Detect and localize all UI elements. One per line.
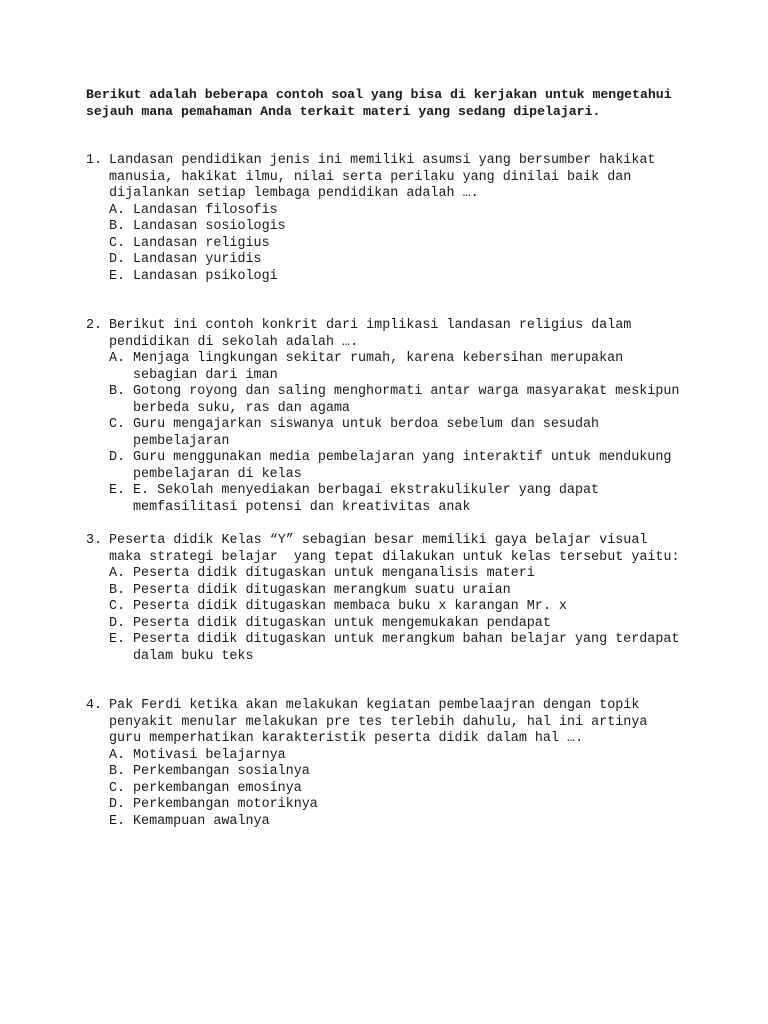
- question-number: 3.: [86, 533, 103, 548]
- option-letter: E.: [109, 632, 126, 647]
- option-text: E. Sekolah menyediakan berbagai ekstrakulikuler yang dapat memfasilitasi potensi dan kreativitas anak: [133, 483, 608, 515]
- question-3: [86, 533, 686, 665]
- option-b: [109, 219, 686, 236]
- option-c: [109, 236, 686, 253]
- option-letter: D.: [109, 615, 126, 631]
- option-letter: D.: [109, 450, 126, 465]
- option-text: Peserta didik ditugaskan untuk merangkum bahan belajar yang terdapat dalam buku teks: [133, 632, 688, 664]
- option-letter: C.: [109, 417, 126, 432]
- option-d: [109, 797, 686, 814]
- option-text: Peserta didik ditugaskan untuk menganalisis materi: [133, 566, 535, 581]
- option-text: Guru menggunakan media pembelajaran yang interaktif untuk mendukung pembelajaran di kelas: [133, 450, 680, 482]
- question-text: Peserta didik Kelas “Y” sebagian besar memiliki gaya belajar visual maka strategi belajar yang tepat dilakukan untuk kelas tersebut yaitu:: [109, 533, 680, 565]
- option-letter: A.: [109, 747, 126, 763]
- option-d: [109, 616, 686, 633]
- option-list: [86, 351, 686, 516]
- option-e: [109, 483, 686, 516]
- option-a: [109, 203, 686, 220]
- option-letter: E.: [109, 483, 126, 498]
- question-number: 2.: [86, 318, 103, 333]
- option-text: Peserta didik ditugaskan membaca buku x karangan Mr. x: [133, 599, 567, 614]
- option-text: Landasan yuridis: [133, 252, 262, 267]
- option-text: Perkembangan sosialnya: [133, 764, 310, 779]
- question-text: Berikut ini contoh konkrit dari implikasi landasan religius dalam pendidikan di sekolah adalah ….: [109, 318, 640, 350]
- option-letter: A.: [109, 566, 126, 581]
- option-letter: E.: [109, 268, 126, 284]
- option-letter: B.: [109, 764, 126, 779]
- intro-paragraph: Berikut adalah beberapa contoh soal yang bisa di kerjakan untuk mengetahui sejauh mana pemahaman Anda terkait materi yang sedang dipelajari.: [86, 87, 672, 119]
- option-letter: C.: [109, 780, 126, 796]
- option-text: Landasan filosofis: [133, 202, 278, 218]
- option-d: [109, 252, 686, 269]
- option-text: Landasan sosiologis: [133, 219, 286, 234]
- option-letter: B.: [109, 219, 126, 234]
- option-list: [86, 748, 686, 831]
- option-letter: E.: [109, 813, 126, 829]
- option-letter: B.: [109, 384, 126, 399]
- option-text: Guru mengajarkan siswanya untuk berdoa sebelum dan sesudah pembelajaran: [133, 417, 608, 449]
- option-text: Gotong royong dan saling menghormati antar warga masyarakat meskipun berbeda suku, ras dan agama: [133, 384, 688, 416]
- option-e: [109, 269, 686, 286]
- option-text: Landasan psikologi: [133, 268, 278, 284]
- option-list: [86, 203, 686, 286]
- option-letter: C.: [109, 599, 126, 614]
- option-text: perkembangan emosinya: [133, 780, 302, 796]
- option-b: [109, 384, 686, 417]
- option-text: Peserta didik ditugaskan untuk mengemukakan pendapat: [133, 615, 551, 631]
- option-e: [109, 632, 686, 665]
- question-text: Pak Ferdi ketika akan melakukan kegiatan pembelaajran dengan topik penyakit menular melakukan pre tes terlebih dahulu, hal ini artinya guru memperhatikan karakteristik peserta didik dalam hal ….: [109, 698, 656, 746]
- option-b: [109, 583, 686, 600]
- option-b: [109, 764, 686, 781]
- option-letter: C.: [109, 235, 126, 251]
- option-letter: D.: [109, 252, 126, 267]
- option-letter: A.: [109, 351, 126, 366]
- option-text: Perkembangan motoriknya: [133, 797, 318, 812]
- option-text: Menjaga lingkungan sekitar rumah, karena kebersihan merupakan sebagian dari iman: [133, 351, 632, 383]
- question-4: [86, 698, 686, 830]
- option-e: [109, 814, 686, 831]
- option-text: Peserta didik ditugaskan merangkum suatu uraian: [133, 582, 511, 598]
- question-1: [86, 153, 686, 285]
- question-number: 1.: [86, 153, 103, 168]
- option-a: [109, 566, 686, 583]
- question-2: [86, 318, 686, 516]
- option-letter: B.: [109, 582, 126, 598]
- option-letter: D.: [109, 797, 126, 812]
- option-c: [109, 781, 686, 798]
- question-number: 4.: [86, 698, 103, 713]
- question-text: Landasan pendidikan jenis ini memiliki asumsi yang bersumber hakikat manusia, hakikat ilmu, nilai serta perilaku yang dinilai baik dan dijalankan setiap lembaga pendidikan adalah ….: [109, 153, 664, 201]
- option-a: [109, 748, 686, 765]
- option-c: [109, 599, 686, 616]
- option-text: Kemampuan awalnya: [133, 813, 270, 829]
- option-d: [109, 450, 686, 483]
- option-list: [86, 566, 686, 665]
- option-text: Motivasi belajarnya: [133, 747, 286, 763]
- option-c: [109, 417, 686, 450]
- option-letter: A.: [109, 202, 126, 218]
- option-a: [109, 351, 686, 384]
- option-text: Landasan religius: [133, 235, 270, 251]
